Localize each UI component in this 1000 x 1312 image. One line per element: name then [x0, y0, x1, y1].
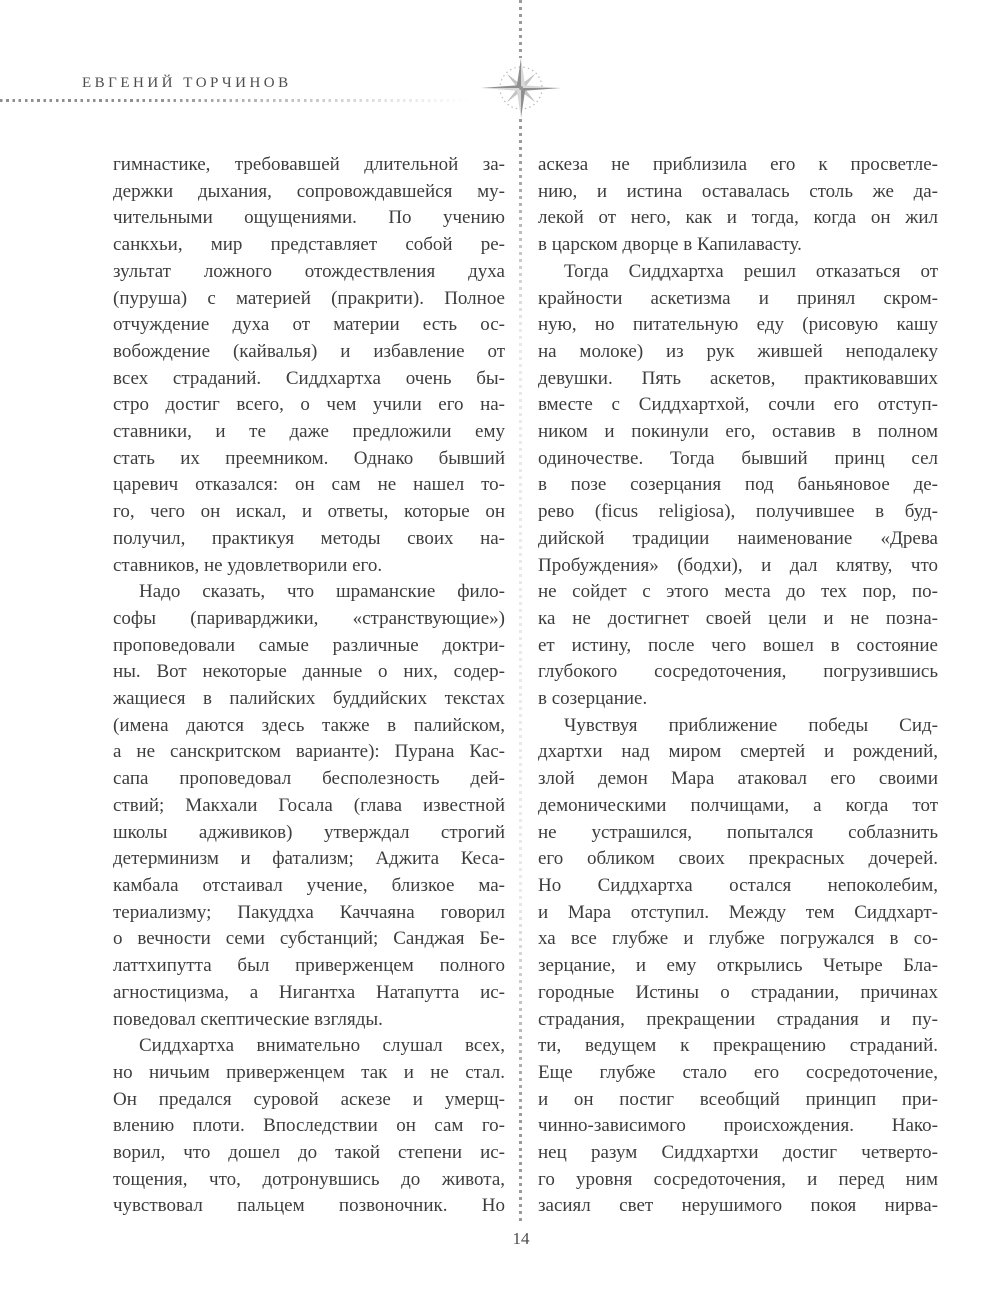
paragraph: [538, 259, 938, 713]
text-line: Надо сказать, что шраманские фило-: [139, 581, 505, 603]
text-line: вобождение (кайвалья) и избавление от: [113, 340, 505, 362]
text-line: латтхипутта был приверженцем полного: [113, 955, 505, 977]
text-line: тощения, что, дотронувшись до живота,: [113, 1168, 505, 1190]
text-line: Чувствуя приближение победы Сид-: [564, 714, 938, 736]
text-line: ствий; Макхали Госала (глава известной: [113, 794, 505, 816]
text-line: одиночестве. Тогда бывший принц сел: [538, 447, 938, 469]
text-column-right: [538, 152, 938, 1220]
text-line: детерминизм и фатализм; Аджита Кеса-: [113, 848, 505, 870]
text-line: чувствовал пальцем позвоночник. Но: [113, 1195, 505, 1217]
text-line: царевич отказался: он сам не нашел то-: [113, 474, 505, 496]
text-line: го, чего он искал, и ответы, которые он: [113, 501, 505, 523]
text-line: зультат ложного отождествления духа: [113, 260, 505, 282]
text-line: отчуждение духа от материи есть ос-: [113, 314, 505, 336]
text-line: (имена даются здесь также в палийском,: [113, 714, 505, 736]
text-line: сапа проповедовал бесполезность дей-: [113, 768, 505, 790]
text-line: (пуруша) с материей (пракрити). Полное: [113, 287, 505, 309]
text-line: дхартхи над миром смертей и рождений,: [538, 741, 938, 763]
text-line: и он постиг всеобщий принцип при-: [538, 1088, 938, 1110]
text-line: рево (ficus religiosa), получившее в буд-: [538, 501, 938, 523]
text-line: ставники, и те даже предложили ему: [113, 421, 505, 443]
text-line: в царском дворце в Капилавасту.: [538, 234, 802, 256]
text-line: поведовал скептические взгляды.: [113, 1008, 383, 1030]
text-line: ка не достигнет своей цели и не позна-: [538, 607, 938, 629]
text-line: злой демон Мара атаковал его своими: [538, 768, 938, 790]
text-line: чительными ощущениями. По учению: [113, 207, 505, 229]
text-line: городные Истины о страдании, причинах: [538, 981, 938, 1003]
text-line: лекой от него, как и тогда, когда он жил: [538, 207, 938, 229]
text-line: и Мара отступил. Между тем Сиддхарт-: [538, 901, 938, 923]
text-line: ны. Вот некоторые данные о них, содер-: [113, 661, 505, 683]
text-line: санкхьи, мир представляет собой ре-: [113, 234, 505, 256]
text-line: жащиеся в палийских буддийских текстах: [113, 688, 505, 710]
text-line: ставников, не удовлетворили его.: [113, 554, 383, 576]
text-line: его обликом своих прекрасных дочерей.: [538, 848, 938, 870]
text-line: не сойдет с этого места до тех пор, по-: [538, 581, 938, 603]
text-line: стро достиг всего, о чем учили его на-: [113, 394, 505, 416]
page-number: 14: [512, 1229, 530, 1248]
text-line: го уровня сосредоточения, и перед ним: [538, 1168, 938, 1190]
text-line: в созерцание.: [538, 688, 648, 710]
text-line: в позе созерцания под баньяновое де-: [538, 474, 938, 496]
text-line: ником и покинули его, оставив в полном: [538, 421, 938, 443]
text-line: териализму; Пакуддха Каччаяна говорил: [113, 901, 505, 923]
text-line: нию, и истина оставалась столь же да-: [538, 180, 938, 202]
text-line: ворил, что дошел до такой степени ис-: [113, 1142, 505, 1164]
text-line: нец разум Сиддхартхи достиг четверто-: [538, 1142, 938, 1164]
text-line: софы (париварджики, «странствующие»): [113, 607, 505, 629]
text-line: камбала отстаивал учение, близкое ма-: [113, 874, 505, 896]
text-line: агностицизма, а Нигантха Натапутта ис-: [113, 981, 505, 1003]
paragraph: [113, 1033, 505, 1220]
text-line: не устрашился, попытался соблазнить: [538, 821, 938, 843]
text-line: всех страданий. Сиддхартха очень бы-: [113, 367, 505, 389]
text-line: страдания, прекращении страдания и пу-: [538, 1008, 938, 1030]
paragraph: [538, 152, 938, 259]
text-line: а не санскритском варианте): Пурана Кас-: [113, 741, 505, 763]
text-line: влению плоти. Впоследствии он сам го-: [113, 1115, 505, 1137]
header-dotted-rule: [0, 99, 472, 102]
text-line: глубокого сосредоточения, погрузившись: [538, 661, 938, 683]
paragraph: [113, 152, 505, 579]
text-column-left: [113, 152, 505, 1220]
text-line: получил, практикуя методы своих на-: [113, 527, 505, 549]
text-line: аскеза не приблизила его к просветле-: [538, 154, 938, 175]
text-line: дийской традиции наименование «Древа: [538, 527, 938, 549]
text-line: Еще глубже стало его сосредоточение,: [538, 1061, 938, 1083]
compass-rose-icon: [466, 33, 576, 143]
text-line: но ничьим приверженцем так и не стал.: [113, 1061, 505, 1083]
page-header-author: ЕВГЕНИЙ ТОРЧИНОВ: [82, 75, 292, 91]
text-line: девушки. Пять аскетов, практиковавших: [538, 367, 938, 389]
text-line: Тогда Сиддхартха решил отказаться от: [564, 260, 938, 282]
paragraph: [538, 713, 938, 1220]
text-line: зерцание, и ему открылись Четыре Бла-: [538, 955, 938, 977]
text-line: вместе с Сиддхартхой, сочли его отступ-: [538, 394, 938, 416]
text-line: ную, но питательную еду (рисовую кашу: [538, 314, 938, 336]
text-line: ет истину, после чего вошел в состояние: [538, 634, 938, 656]
text-line: стать их преемником. Однако бывший: [113, 447, 505, 469]
text-line: Но Сиддхартха остался непоколебим,: [538, 874, 938, 896]
column-divider-dotted-line: [519, 0, 522, 1224]
text-line: Сиддхартха внимательно слушал всех,: [139, 1035, 505, 1057]
text-line: о вечности семи субстанций; Санджая Бе-: [113, 928, 505, 950]
text-line: демоническими полчищами, а когда тот: [538, 794, 938, 816]
text-line: Пробуждения» (бодхи), и дал клятву, что: [538, 554, 938, 576]
text-line: на молоке) из рук жившей неподалеку: [538, 340, 938, 362]
text-line: Он предался суровой аскезе и умерщ-: [113, 1088, 505, 1110]
text-line: проповедовали самые различные доктри-: [113, 634, 505, 656]
text-line: ти, ведущем к прекращению страданий.: [538, 1035, 938, 1057]
text-line: чинно-зависимого происхождения. Нако-: [538, 1115, 938, 1137]
text-line: засиял свет нерушимого покоя нирва-: [538, 1195, 938, 1217]
text-line: школы адживиков) утверждал строгий: [113, 821, 505, 843]
paragraph: [113, 579, 505, 1033]
text-line: держки дыхания, сопровождавшейся му-: [113, 180, 505, 202]
text-line: крайности аскетизма и принял скром-: [538, 287, 938, 309]
text-line: гимнастике, требовавшей длительной за-: [113, 154, 505, 175]
text-line: ха все глубже и глубже погружался в со-: [538, 928, 938, 950]
